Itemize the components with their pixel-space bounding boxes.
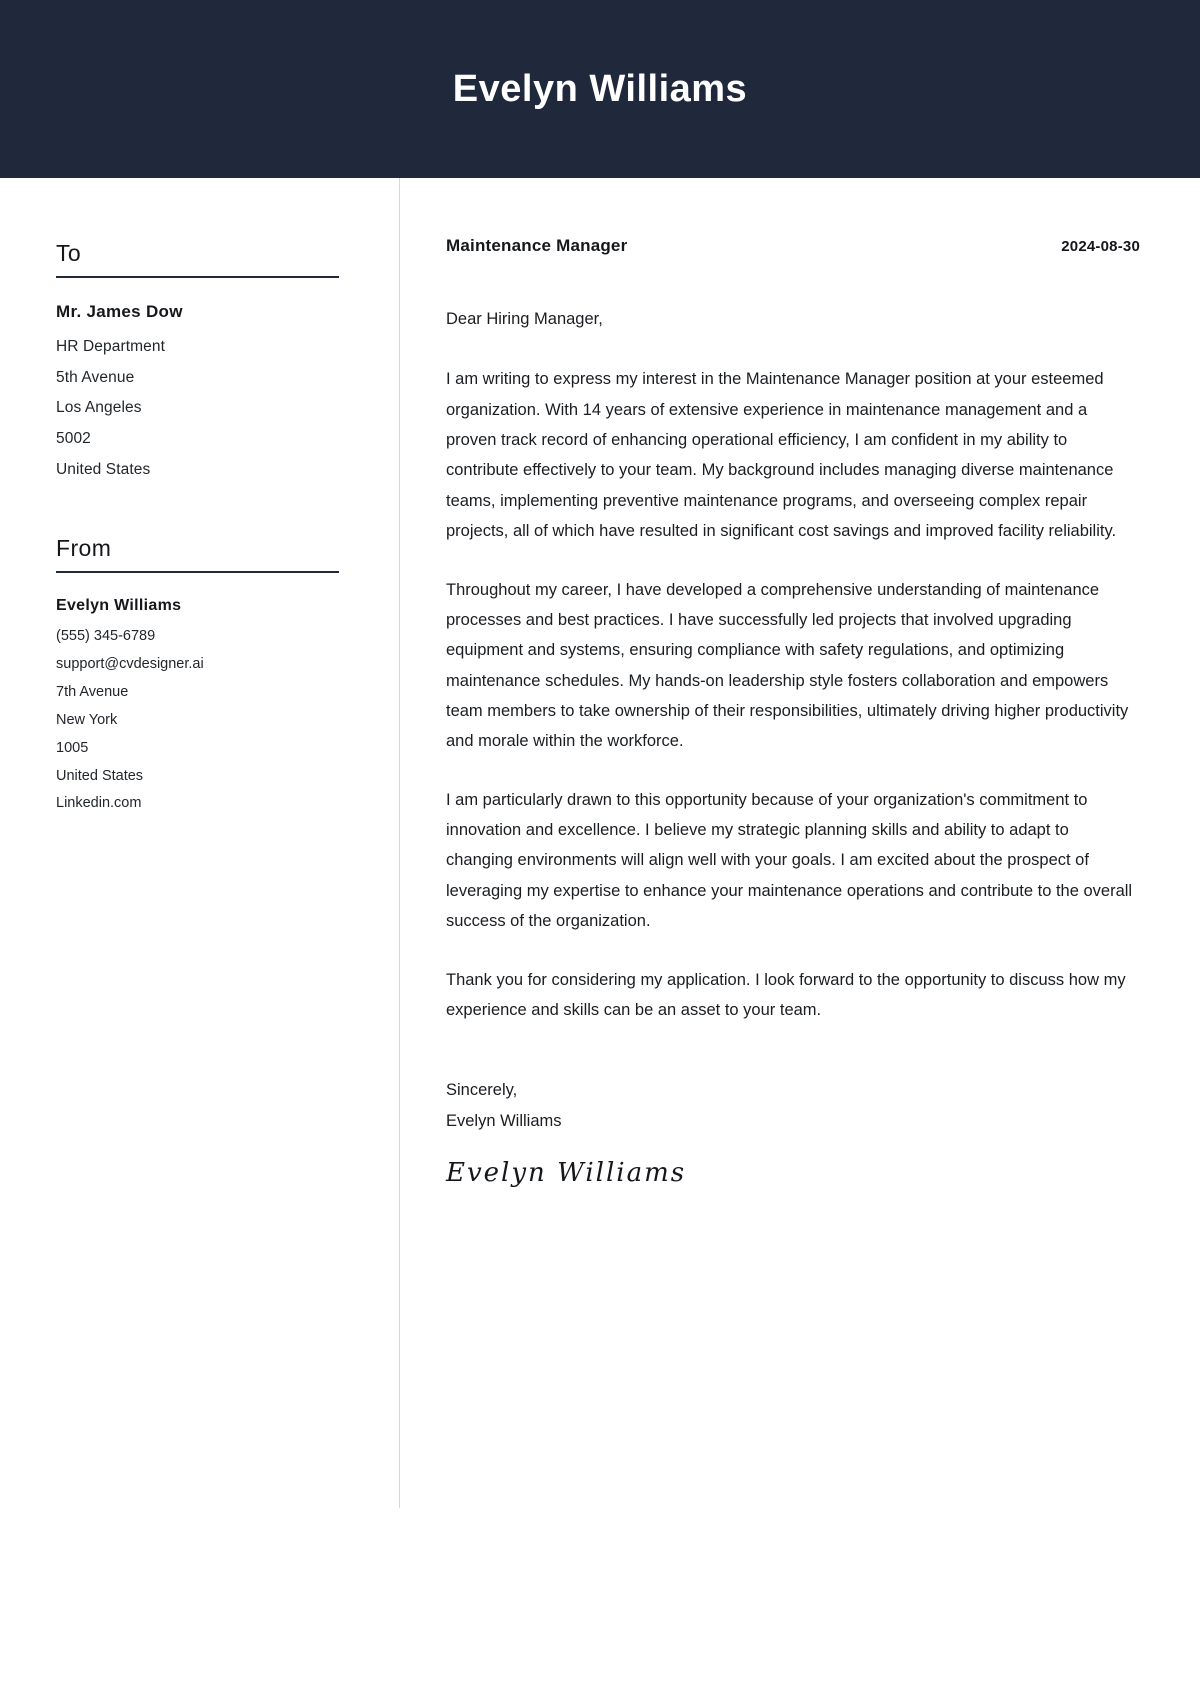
sender-email: support@cvdesigner.ai [56,656,204,673]
signature-script: Evelyn Williams [446,1157,687,1188]
letter-paragraph: I am particularly drawn to this opportunity because of your organization's commitment to innovation and excellence. I believe my strategic planning skills and ability to adapt to changing environments will align well with your goals. I am excited about the prospect of leveraging my expertise to enhance your maintenance operations and contribute to the overall success of the organization. [446,790,1133,931]
sender-address-line: 1005 [56,739,89,756]
closing-name: Evelyn Williams [446,1111,562,1130]
closing-salutation: Sincerely, [446,1081,518,1100]
sender-name: Evelyn Williams [56,597,182,615]
recipient-address-line: 5002 [56,430,91,448]
closing-block [446,1075,1140,1188]
recipient-address-line: Los Angeles [56,399,142,417]
document-header [0,0,1200,178]
page-title: Evelyn Williams [452,67,748,110]
sender-address-line: 7th Avenue [56,684,129,701]
sender-phone: (555) 345-6789 [56,628,156,645]
sender-linkedin: Linkedin.com [56,795,142,812]
recipient-address-line: United States [56,460,151,478]
from-section-title: From [56,535,339,573]
recipient-address-line: 5th Avenue [56,368,135,386]
sender-address-line: New York [56,711,118,728]
sender-address-line: United States [56,767,144,784]
job-title: Maintenance Manager [446,236,628,255]
letter-date: 2024-08-30 [1061,238,1140,255]
document-body [0,178,1200,1684]
sidebar [0,178,400,1508]
recipient-name: Mr. James Dow [56,302,183,321]
letter-paragraph: Thank you for considering my application. I look forward to the opportunity to discuss how my experience and skills can be an asset to your team. [446,970,1126,1019]
letter-paragraph: I am writing to express my interest in the Maintenance Manager position at your esteemed organization. With 14 years of extensive experience in maintenance management and a proven track record of enhancing operational efficiency, I am confident in my ability to contribute effectively to your team. My background includes managing diverse maintenance teams, implementing preventive maintenance programs, and overseeing complex repair projects, all of which have resulted in significant cost savings and improved facility reliability. [446,370,1117,541]
letter-content [400,178,1200,1684]
letter-header-row [446,236,1140,256]
to-section-title: To [56,240,339,278]
letter-paragraph: Throughout my career, I have developed a comprehensive understanding of maintenance processes and best practices. I have successfully led projects that involved upgrading equipment and systems, ensuring compliance with safety regulations, and optimizing maintenance schedules. My hands-on leadership style fosters collaboration and empowers team members to take ownership of their responsibilities, ultimately driving higher productivity and morale within the workforce. [446,580,1129,751]
recipient-address-line: HR Department [56,338,165,355]
salutation: Dear Hiring Manager, [446,310,603,328]
